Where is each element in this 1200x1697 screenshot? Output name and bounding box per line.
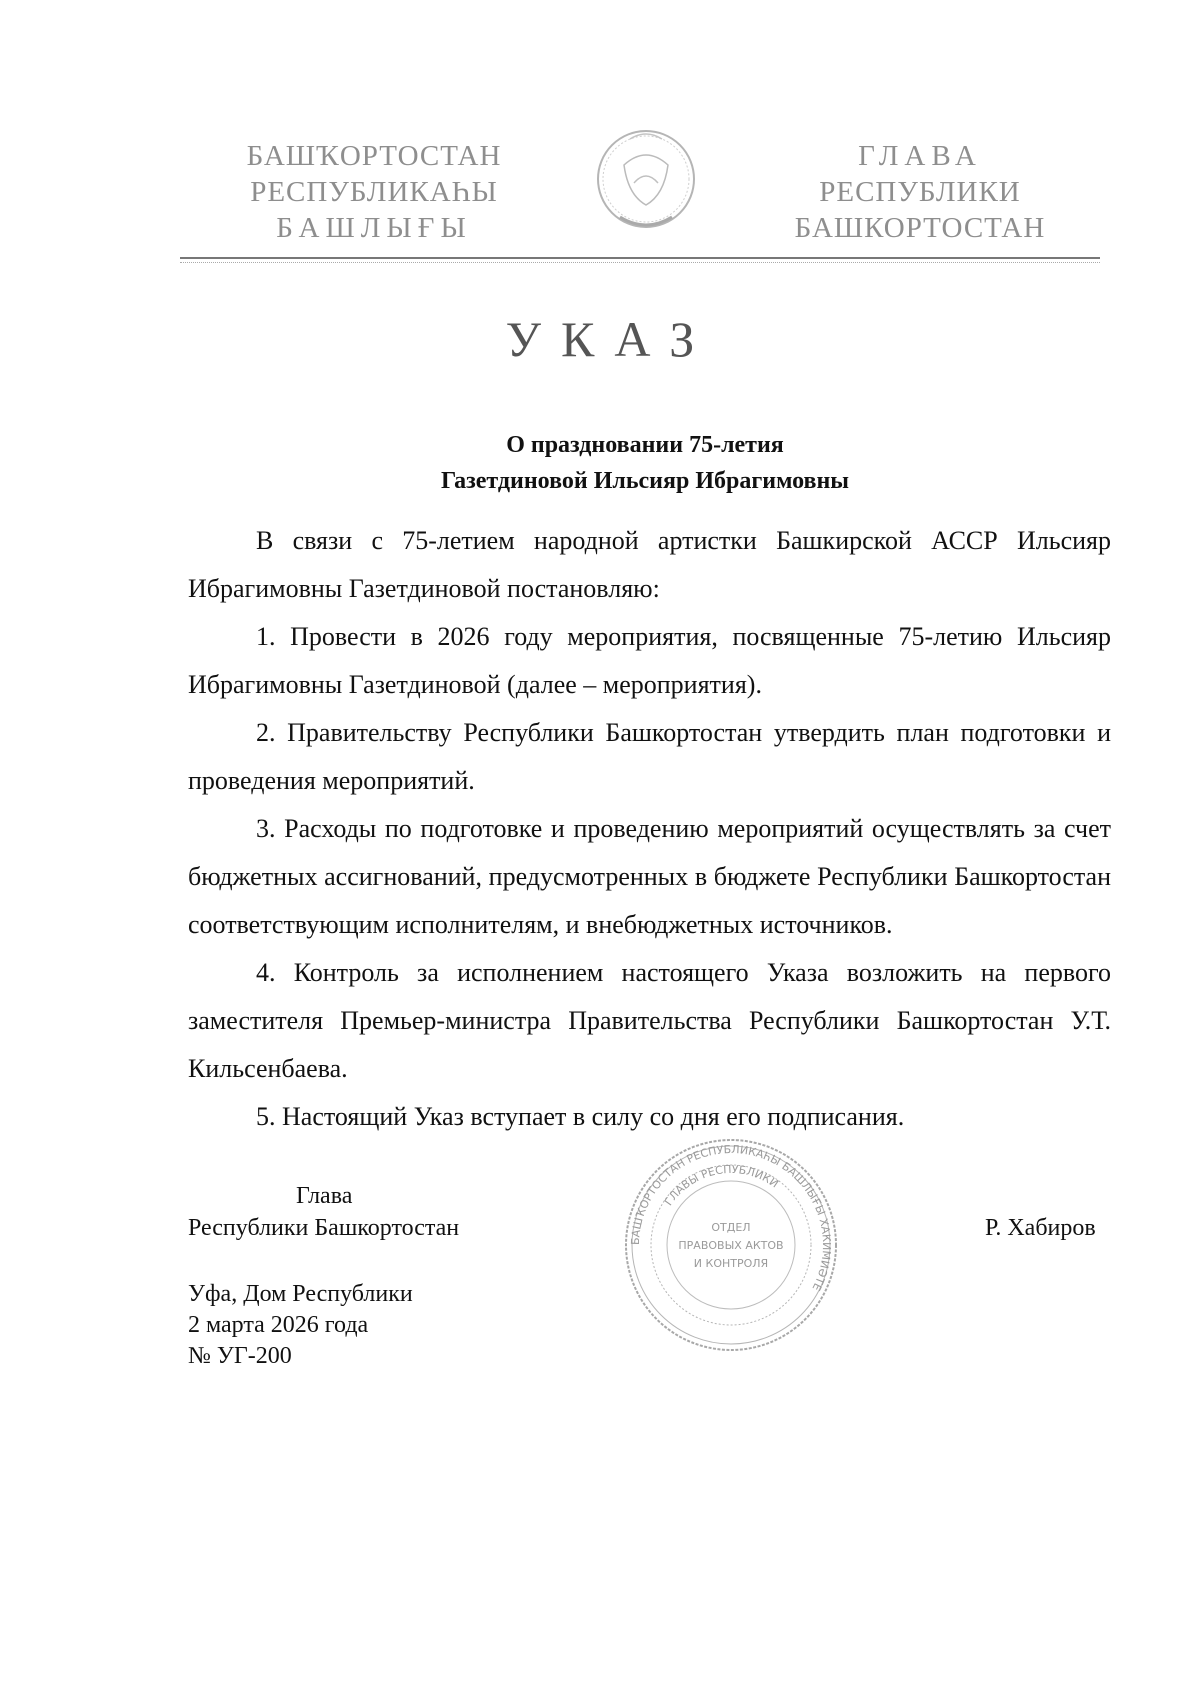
header-left-line: РЕСПУБЛИКАҺЫ: [250, 176, 498, 208]
body-paragraph: 4. Контроль за исполнением настоящего Указа возложить на первого заместителя Премьер-министра Правительства Республики Башкортостан У.Т. Кильсенбаева.: [188, 958, 1111, 1083]
date: 2 марта 2026 года: [188, 1312, 369, 1338]
body-paragraph: В связи с 75-летием народной артистки Башкирской АССР Ильсияр Ибрагимовны Газетдиновой постановляю:: [188, 526, 1111, 603]
decree-body: [188, 517, 1111, 1141]
body-paragraph: 3. Расходы по подготовке и проведению мероприятий осуществлять за счет бюджетных ассигнований, предусмотренных в бюджете Республики Башкортостан соответствующим исполнителям, и внебюджетных источников.: [188, 814, 1111, 939]
body-paragraph: 1. Провести в 2026 году мероприятия, посвященные 75-летию Ильсияр Ибрагимовны Газетдиновой (далее – мероприятия).: [188, 622, 1111, 699]
body-paragraph: 5. Настоящий Указ вступает в силу со дня его подписания.: [256, 1102, 905, 1131]
place: Уфа, Дом Республики: [188, 1281, 413, 1307]
signatory-position-line2: Республики Башкортостан: [188, 1215, 460, 1241]
header-divider-dotted: [180, 262, 1100, 263]
decree-title-line: Газетдиновой Ильсияр Ибрагимовны: [440, 468, 850, 494]
header-right-line: РЕСПУБЛИКИ: [819, 176, 1021, 208]
coat-of-arms-icon: [590, 125, 702, 240]
stamp-outer-text: БАШҠОРТОСТАН РЕСПУБЛИКАҺЫ БАШЛЫҒЫ ХАКИМИӘТЕ: [628, 1142, 834, 1293]
decree-title-line: О праздновании 75-летия: [506, 432, 784, 458]
stamp-center-line: ПРАВОВЫХ АКТОВ: [678, 1239, 784, 1252]
decree-title: [185, 427, 1105, 499]
place-date-block: [188, 1279, 413, 1372]
header-right-line: ГЛАВА: [858, 140, 982, 172]
header-divider: [180, 257, 1100, 259]
stamp-inner-text: ГЛАВЫ РЕСПУБЛИКИ: [661, 1162, 781, 1209]
header-left-bashkir: [224, 138, 524, 246]
decree-number: № УГ-200: [188, 1343, 292, 1369]
header-left-line: БАШҠОРТОСТАН: [246, 140, 502, 172]
body-paragraph: 2. Правительству Республики Башкортостан утвердить план подготовки и проведения мероприятий.: [188, 718, 1111, 795]
stamp-center-line: И КОНТРОЛЯ: [693, 1257, 769, 1270]
header-right-russian: [760, 138, 1080, 246]
signatory-position-line1: Глава: [296, 1183, 353, 1209]
official-stamp: [621, 1135, 841, 1355]
stamp-center-line: ОТДЕЛ: [711, 1221, 751, 1234]
signatory-name: Р. Хабиров: [985, 1215, 1096, 1241]
header-right-line: БАШКОРТОСТАН: [794, 212, 1046, 244]
document-type: УКАЗ: [505, 311, 715, 367]
header-left-line: БАШЛЫҒЫ: [276, 212, 472, 244]
